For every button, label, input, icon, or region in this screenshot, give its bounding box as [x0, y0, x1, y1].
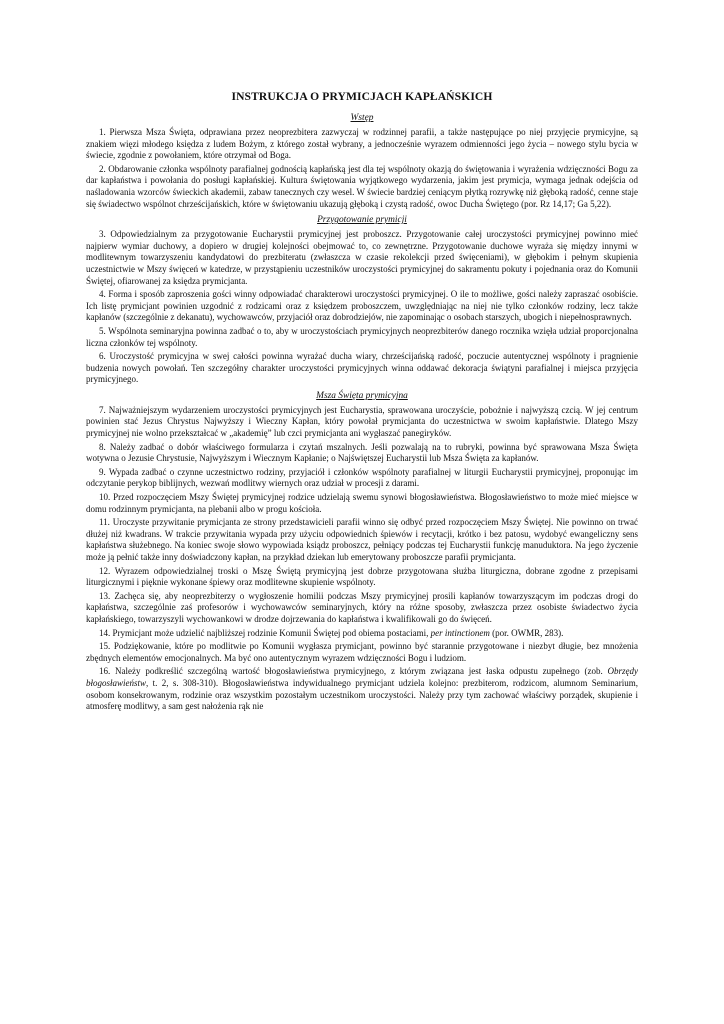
italic-phrase: Obrzędy błogosławieństw [86, 666, 638, 688]
paragraph-16: 16. Należy podkreślić szczególną wartość błogosławieństwa prymicyjnego, z którym związana jest łaska odpustu zupełnego (zob. Obrzędy błogosławieństw, t. 2, s. 308-310). Błogosławieństwa indywidualnego prymicjant udziela kolejno: prezbiterom, rodzicom, alumnom Seminarium, osobom konsekrowanym, rodzinie oraz wszystkim pozostałym uczestnikom uroczystości. Należy przy tym zachować właściwy porządek, skupienie i atmosferę modlitwy, a sam gest nałożenia rąk nie [86, 666, 638, 712]
paragraph-14: 14. Prymicjant może udzielić najbliższej rodzinie Komunii Świętej pod obiema postaciami, per intinctionem (por. OWMR, 283). [99, 627, 564, 638]
paragraph-4: 4. Forma i sposób zaproszenia gości winny odpowiadać charakterowi uroczystości prymicyjnej. O ile to możliwe, gości należy zapraszać osobiście. Ich listę prymicjant powinien uzgodnić z rodzicami oraz z księdzem proboszczem, uwzględniając na niej nie tylko członków rodziny, lecz także kapłanów (szczególnie z dekanatu), wychowawców, przyjaciół oraz dobrodziejów, nie zapominając o osobach starszych, ubogich i niepełnosprawnych. [86, 289, 638, 323]
paragraph-11: 11. Uroczyste przywitanie prymicjanta ze strony przedstawicieli parafii winno się odbyć przed rozpoczęciem Mszy Świętej. Nie powinno on trwać dłużej niż kwadrans. W trakcie przywitania wypada przy użyciu odpowiednich śpiewów i recytacji, krótko i bez patosu, wydobyć ewangeliczny sens kapłaństwa służebnego. Na koniec swoje słowo wypowiada ksiądz proboszcz, pełniący podczas tej Eucharystii funkcję manuduktora. Na jego życzenie może ją pełnić także inny doświadczony kapłan, na przykład dziekan lub emerytowany proboszcze parafii prymicjanta. [86, 517, 638, 562]
italic-phrase: per intinctionem [430, 627, 490, 638]
paragraph-13: 13. Zachęca się, aby neoprezbiterzy o wygłoszenie homilii podczas Mszy prymicyjnej prosili kapłanów towarzyszącym im podczas drogi do kapłaństwa, szczególnie zaś profesorów i wychowawców seminaryjnych, który na różne sposoby, zwłaszcza przez osobiste świadectwo życia kapłańskiego, towarzyszyli wychowankowi w drodze dojrzewania do kapłaństwa i kwalifikowali go do święceń. [86, 590, 638, 624]
document-title: INSTRUKCJA O PRYMICJACH KAPŁAŃSKICH [231, 90, 493, 103]
section-heading: Msza Święta prymicyjna [316, 390, 408, 401]
document-body [86, 90, 638, 715]
section-msza [86, 391, 638, 713]
section-heading: Wstęp [350, 113, 374, 123]
section-przygotowanie [86, 215, 638, 386]
paragraph-5: 5. Wspólnota seminaryjna powinna zadbać o to, aby w uroczystościach prymicyjnych neoprezbiterów danego rocznika wzięła udział proporcjonalna liczna członków tej wspólnoty. [86, 325, 638, 348]
paragraph-12: 12. Wyrazem odpowiedzialnej troski o Mszę Świętą prymicyjną jest dobrze przygotowana służba liturgiczna, dobrane zgodne z przepisami liturgicznymi i pięknie wykonane śpiewy oraz modlitewne skupienie wspólnoty. [86, 565, 638, 588]
section-heading: Przygotowanie prymicji [317, 215, 407, 226]
paragraph-15: 15. Podziękowanie, które po modlitwie po Komunii wygłasza prymicjant, powinno być starannie przygotowane i niezbyt długie, bez mnożenia zbędnych elementów emocjonalnych. Ma być ono autentycznym wyrazem wdzięczności Bogu i ludziom. [86, 641, 638, 663]
paragraph-8: 8. Należy zadbać o dobór właściwego formularza i czytań mszalnych. Jeśli pozwalają na to rubryki, powinna być sprawowana Msza Święta wotywna o Jezusie Chrystusie, Najwyższym i Wiecznym Kapłanie; o Najświętszej Eucharystii lub Msza Święta za kapłanów. [86, 441, 638, 464]
paragraph-7: 7. Najważniejszym wydarzeniem uroczystości prymicyjnych jest Eucharystia, sprawowana uroczyście, pobożnie i najwyższą czcią. W jej centrum powinien stać Jezus Chrystus Najwyższy i Wieczny Kapłan, który powołał prymicjanta do uczestnictwa w swoim kapłaństwie. Dlatego Mszy prymicyjnej nie wolno przekształcać w „akademię” lub czci prymicjanta ani wygłaszać panegiryków. [86, 404, 638, 439]
paragraph-10: 10. Przed rozpoczęciem Mszy Świętej prymicyjnej rodzice udzielają swemu synowi błogosławieństwa. Błogosławieństwo to może mieć miejsce w domu rodzinnym prymicjanta, na plebanii albo w progu kościoła. [86, 492, 638, 514]
paragraph-3: 3. Odpowiedzialnym za przygotowanie Eucharystii prymicyjnej jest proboszcz. Przygotowanie całej uroczystości prymicyjnej powinno mieć najpierw wymiar duchowy, a dopiero w drugiej kolejności obejmować to, co zewnętrzne. Przygotowanie duchowe wyraża się między innymi w modlitewnym towarzyszeniu kandydatowi do prezbiteratu (zwłaszcza w czasie rekolekcji przed święceniami), w głębokim i pełnym skupienia uczestnictwie w Mszy święceń w katedrze, w przystąpieniu uczestników uroczystości prymicyjnej do sakramentu pokuty i pojednania oraz do Komunii Świętej, ofiarowanej za księdza prymicjanta. [86, 229, 638, 286]
paragraph-9: 9. Wypada zadbać o czynne uczestnictwo rodziny, przyjaciół i członków wspólnoty parafialnej w liturgii Eucharystii prymicyjnej, proponując im odczytanie perykop biblijnych, wezwań modlitwy wiernych oraz udział w procesji z darami. [86, 466, 638, 489]
paragraph-6: 6. Uroczystość prymicyjna w swej całości powinna wyrażać ducha wiary, chrześcijańską radość, poczucie autentycznej wspólnoty i pragnienie budzenia nowych powołań. Ten szczegółny charakter uroczystości prymicyjnych winna oddawać dekoracja świątyni parafialnej i miejsca przyjęcia prymicyjnego. [86, 351, 638, 385]
paragraph-2: 2. Obdarowanie członka wspólnoty parafialnej godnością kapłańską jest dla tej wspólnoty okazją do świętowania i wyrażenia wdzięczności Bogu za dar kapłaństwa i powołania do posługi kapłańskiej. Kultura świętowania wyjątkowego wydarzenia, jakim jest prymicja, wymaga jednak odejścia od naśladowania wzorców świeckich akademii, zabaw tanecznych czy wesel. W świecie bardziej ceniącym płytką rozrywkę niż głęboką radość, cenne staje się świadectwo wspólnot chrześcijańskich, które w świętowaniu ukazują głęboką i czystą radość, owoc Ducha Świętego (por. Rz 14,17; Ga 5,22). [86, 163, 638, 209]
section-wstep [86, 113, 638, 210]
paragraph-1: 1. Pierwsza Msza Święta, odprawiana przez neoprezbitera zazwyczaj w rodzinnej parafii, a także następujące po niej przyjęcie prymicyjne, są znakiem więzi młodego księdza z ludem Bożym, z którego został wybrany, a jednocześnie wyrazem odmienności jego życia – nowego stylu bycia w świecie, zgodnie z powołaniem, które otrzymał od Boga. [86, 127, 638, 161]
